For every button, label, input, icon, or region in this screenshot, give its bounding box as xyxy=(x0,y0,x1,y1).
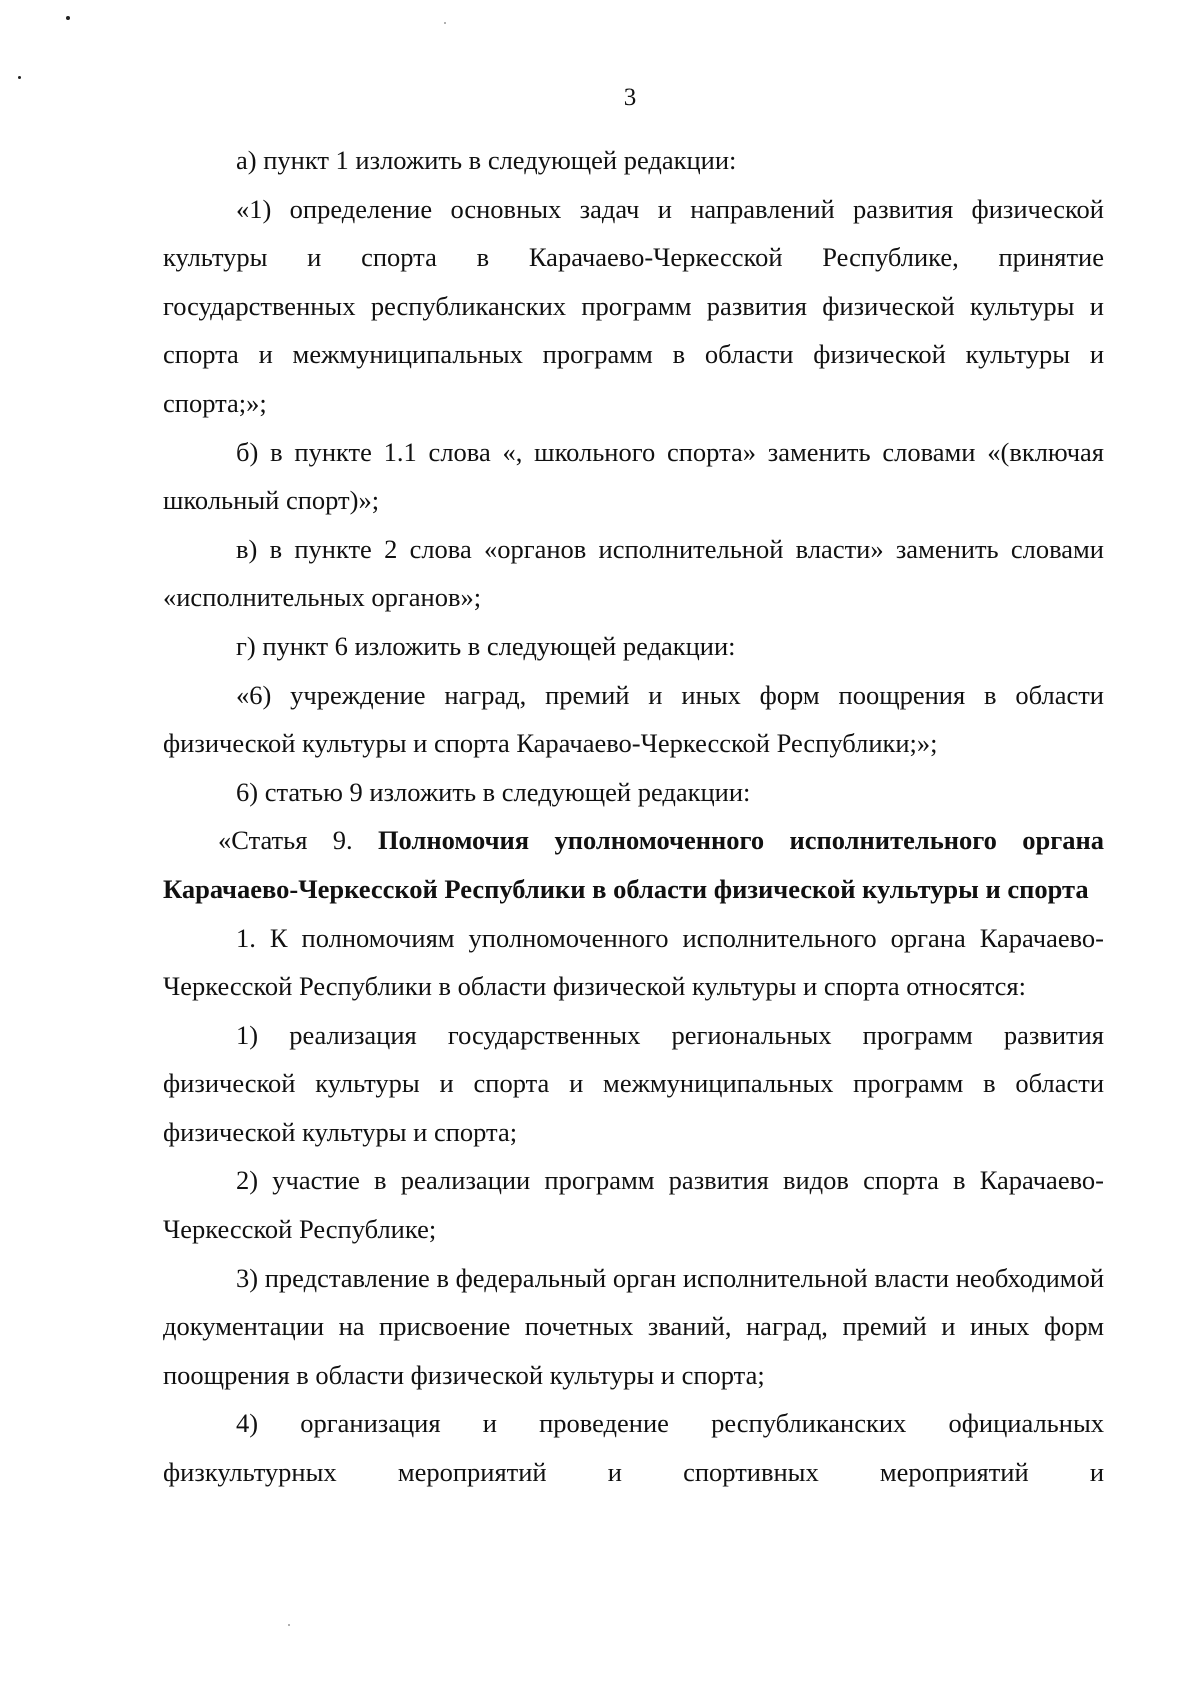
paragraph: в) в пункте 2 слова «органов исполнительной власти» заменить словами «исполнительных органов»; xyxy=(163,533,1104,613)
paragraph: б) в пункте 1.1 слова «, школьного спорта» заменить словами «(включая школьный спорт)»; xyxy=(163,436,1104,516)
article-title: Полномочия уполномоченного исполнительного органа Карачаево-Черкесской Республики в области физической культуры и спорта xyxy=(163,825,1104,904)
paragraph: а) пункт 1 изложить в следующей редакции: xyxy=(236,145,737,175)
paragraph: 6) статью 9 изложить в следующей редакции: xyxy=(236,776,751,807)
paragraph: 1. К полномочиям уполномоченного исполнительного органа Карачаево-Черкесской Республики в области физической культуры и спорта относятся: xyxy=(163,922,1104,1002)
article-heading xyxy=(163,816,1104,913)
scan-speck xyxy=(66,16,70,20)
paragraph: 3) представление в федеральный орган исполнительной власти необходимой документации на присвоение почетных званий, наград, премий и иных форм поощрения в области физической культуры и спорта; xyxy=(163,1262,1104,1390)
scan-speck xyxy=(288,1624,290,1626)
paragraph: 1) реализация государственных региональных программ развития физической культуры и спорта и межмуниципальных программ в области физической культуры и спорта; xyxy=(163,1019,1104,1147)
paragraph: 4) организация и проведение республиканских официальных физкультурных мероприятий и спортивных мероприятий и xyxy=(163,1408,1104,1488)
paragraph: 2) участие в реализации программ развития видов спорта в Карачаево-Черкесской Республике; xyxy=(163,1165,1104,1245)
scan-speck xyxy=(18,76,21,79)
paragraph: «1) определение основных задач и направлений развития физической культуры и спорта в Карачаево-Черкесской Республике, принятие государственных республиканских программ развития физической культуры и спорта и межмуниципальных программ в области физической культуры и спорта;»; xyxy=(163,193,1104,418)
page-number: 3 xyxy=(623,84,637,111)
scan-speck xyxy=(444,22,446,24)
paragraph: «6) учреждение наград, премий и иных форм поощрения в области физической культуры и спорта Карачаево-Черкесской Республики;»; xyxy=(163,679,1104,759)
paragraph: г) пункт 6 изложить в следующей редакции: xyxy=(236,630,736,661)
document-body xyxy=(163,136,1104,1497)
article-prefix: «Статья 9. xyxy=(218,825,378,856)
